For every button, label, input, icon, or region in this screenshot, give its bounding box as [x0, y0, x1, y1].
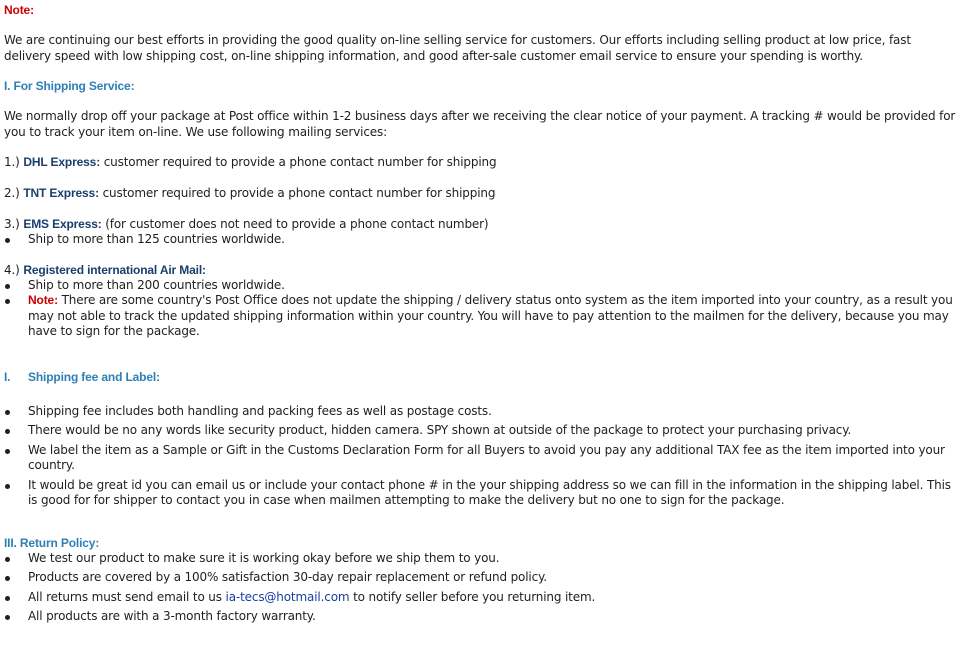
service-text: customer required to provide a phone contact number for shipping: [100, 155, 497, 169]
list-item: [4, 293, 959, 340]
air-mail-bullet-list: [4, 278, 959, 340]
inline-note-text: There are some country's Post Office does not update the shipping / delivery status onto system as the item imported into your country, as a result you may not able to track the updated shipping information within your country. You will have to pay attention to the mailmen for the delivery, because you may have to sign for the package.: [28, 293, 953, 338]
shipping-fee-heading: [4, 370, 959, 385]
shipping-service-heading: I. For Shipping Service:: [4, 79, 135, 93]
bullet-icon: [5, 284, 10, 289]
list-item: Products are covered by a 100% satisfaction 30-day repair replacement or refund policy.: [4, 570, 959, 586]
list-item: Ship to more than 200 countries worldwide.: [4, 278, 959, 294]
bullet-icon: [5, 484, 10, 489]
service-air-mail: [4, 263, 959, 278]
bullet-icon: [5, 557, 10, 562]
bullet-icon: [5, 449, 10, 454]
email-link[interactable]: ia-tecs@hotmail.com: [225, 589, 350, 604]
list-item: It would be great id you can email us or include your contact phone # in the your shipping address so we can fill in the information in the shipping label. This is good for for shipper to contact you in case when mailmen attempting to make the delivery but no one to sign for the package.: [4, 478, 959, 509]
service-tnt: [4, 186, 959, 201]
return-policy-list: [4, 551, 959, 625]
list-item: We label the item as a Sample or Gift in the Customs Declaration Form for all Buyers to avoid you pay any additional TAX fee as the item imported into your country.: [4, 443, 959, 474]
ems-bullet-list: [4, 232, 959, 248]
inline-note-label: Note:: [28, 293, 58, 307]
service-number: 4.): [4, 262, 20, 277]
list-item: All returns must send email to us ia-tecs@hotmail.com to notify seller before you returning item.: [4, 590, 959, 606]
return-policy-heading: III. Return Policy:: [4, 535, 100, 550]
list-item: Shipping fee includes both handling and packing fees as well as postage costs.: [4, 404, 959, 420]
shipping-service-description: We normally drop off your package at Post office within 1-2 business days after we receiving the clear notice of your payment. A tracking # would be provided for you to track your item on-line. We use following mailing services:: [4, 109, 956, 139]
bullet-icon: [5, 299, 10, 304]
bullet-icon: [5, 596, 10, 601]
service-name: TNT Express:: [23, 186, 99, 200]
note-label: Note:: [4, 3, 34, 17]
list-item: We test our product to make sure it is working okay before we ship them to you.: [4, 551, 959, 567]
service-name: Registered international Air Mail:: [23, 262, 206, 277]
list-item: There would be no any words like security product, hidden camera. SPY shown at outside of the package to protect your purchasing privacy.: [4, 423, 959, 439]
service-name: DHL Express:: [23, 155, 101, 169]
bullet-icon: [5, 410, 10, 415]
bullet-icon: [5, 615, 10, 620]
shipping-policy-page: [4, 3, 959, 629]
service-text: customer required to provide a phone contact number for shipping: [98, 186, 496, 200]
service-name: EMS Express:: [23, 217, 102, 231]
service-text: (for customer does not need to provide a phone contact number): [101, 217, 489, 231]
bullet-icon: [5, 576, 10, 581]
service-dhl: [4, 155, 959, 170]
list-item: All products are with a 3-month factory warranty.: [4, 609, 959, 625]
shipping-fee-list: [4, 404, 959, 509]
bullet-icon: [5, 238, 10, 243]
heading-text: Shipping fee and Label:: [28, 369, 160, 384]
service-number: 1.): [4, 155, 20, 169]
service-number: 3.): [4, 217, 20, 231]
bullet-icon: [5, 429, 10, 434]
list-item: Ship to more than 125 countries worldwide.: [4, 232, 959, 248]
service-ems: [4, 217, 959, 232]
intro-paragraph: We are continuing our best efforts in providing the good quality on-line selling service for customers. Our efforts including selling product at low price, fast delivery speed with low shipping cost, on-line shipping information, and good after-sale customer email service to ensure your spending is worthy.: [4, 33, 911, 63]
heading-number: I.: [4, 369, 11, 384]
service-number: 2.): [4, 186, 20, 200]
